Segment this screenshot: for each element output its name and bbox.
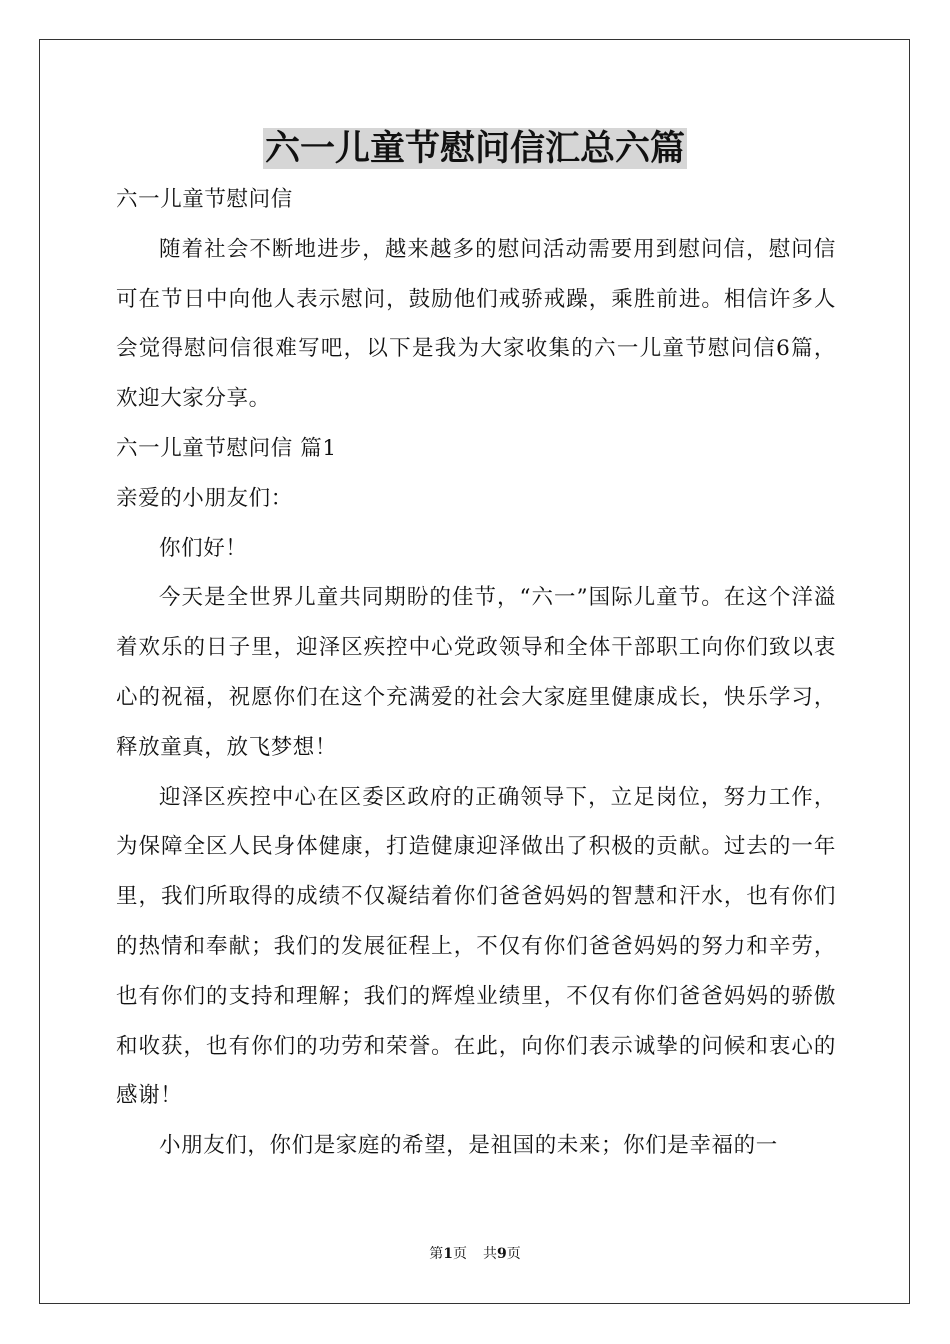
total-page-number: 9 bbox=[497, 1246, 507, 1262]
document-title bbox=[0, 124, 950, 174]
paragraph: 六一儿童节慰问信 篇1 bbox=[116, 435, 337, 461]
total-unit: 页 bbox=[506, 1246, 521, 1262]
paragraph: 亲爱的小朋友们： bbox=[116, 485, 293, 511]
paragraph: 你们好！ bbox=[159, 535, 248, 561]
page-footer bbox=[0, 1244, 950, 1264]
document-body bbox=[116, 175, 836, 1171]
total-prefix: 共 bbox=[483, 1246, 497, 1262]
paragraph: 今天是全世界儿童共同期盼的佳节，“六一”国际儿童节。在这个洋溢着欢乐的日子里，迎泽区疾控中心党政领导和全体干部职工向你们致以衷心的祝福，祝愿你们在这个充满爱的社会大家庭里健康成长，快乐学习，释放童真，放飞梦想！ bbox=[116, 585, 836, 760]
paragraph: 小朋友们，你们是家庭的希望，是祖国的未来；你们是幸福的一 bbox=[159, 1133, 778, 1159]
page-prefix: 第 bbox=[429, 1246, 444, 1262]
paragraph: 六一儿童节慰问信 bbox=[116, 187, 293, 212]
page-unit: 页 bbox=[453, 1246, 467, 1262]
current-page-number: 1 bbox=[443, 1246, 453, 1262]
paragraph: 迎泽区疾控中心在区委区政府的正确领导下，立足岗位，努力工作，为保障全区人民身体健康，打造健康迎泽做出了积极的贡献。过去的一年里，我们所取得的成绩不仅凝结着你们爸爸妈妈的智慧和汗水，也有你们的热情和奉献；我们的发展征程上，不仅有你们爸爸妈妈的努力和辛劳，也有你们的支持和理解；我们的辉煌业绩里，不仅有你们爸爸妈妈的骄傲和收获，也有你们的功劳和荣誉。在此，向你们表示诚挚的问候和衷心的感谢！ bbox=[116, 784, 836, 1109]
paragraph: 随着社会不断地进步，越来越多的慰问活动需要用到慰问信，慰问信可在节日中向他人表示慰问，鼓励他们戒骄戒躁，乘胜前进。相信许多人会觉得慰问信很难写吧，以下是我为大家收集的六一儿童节慰问信6篇，欢迎大家分享。 bbox=[116, 236, 836, 412]
title-text: 六一儿童节慰问信汇总六篇 bbox=[264, 128, 685, 169]
